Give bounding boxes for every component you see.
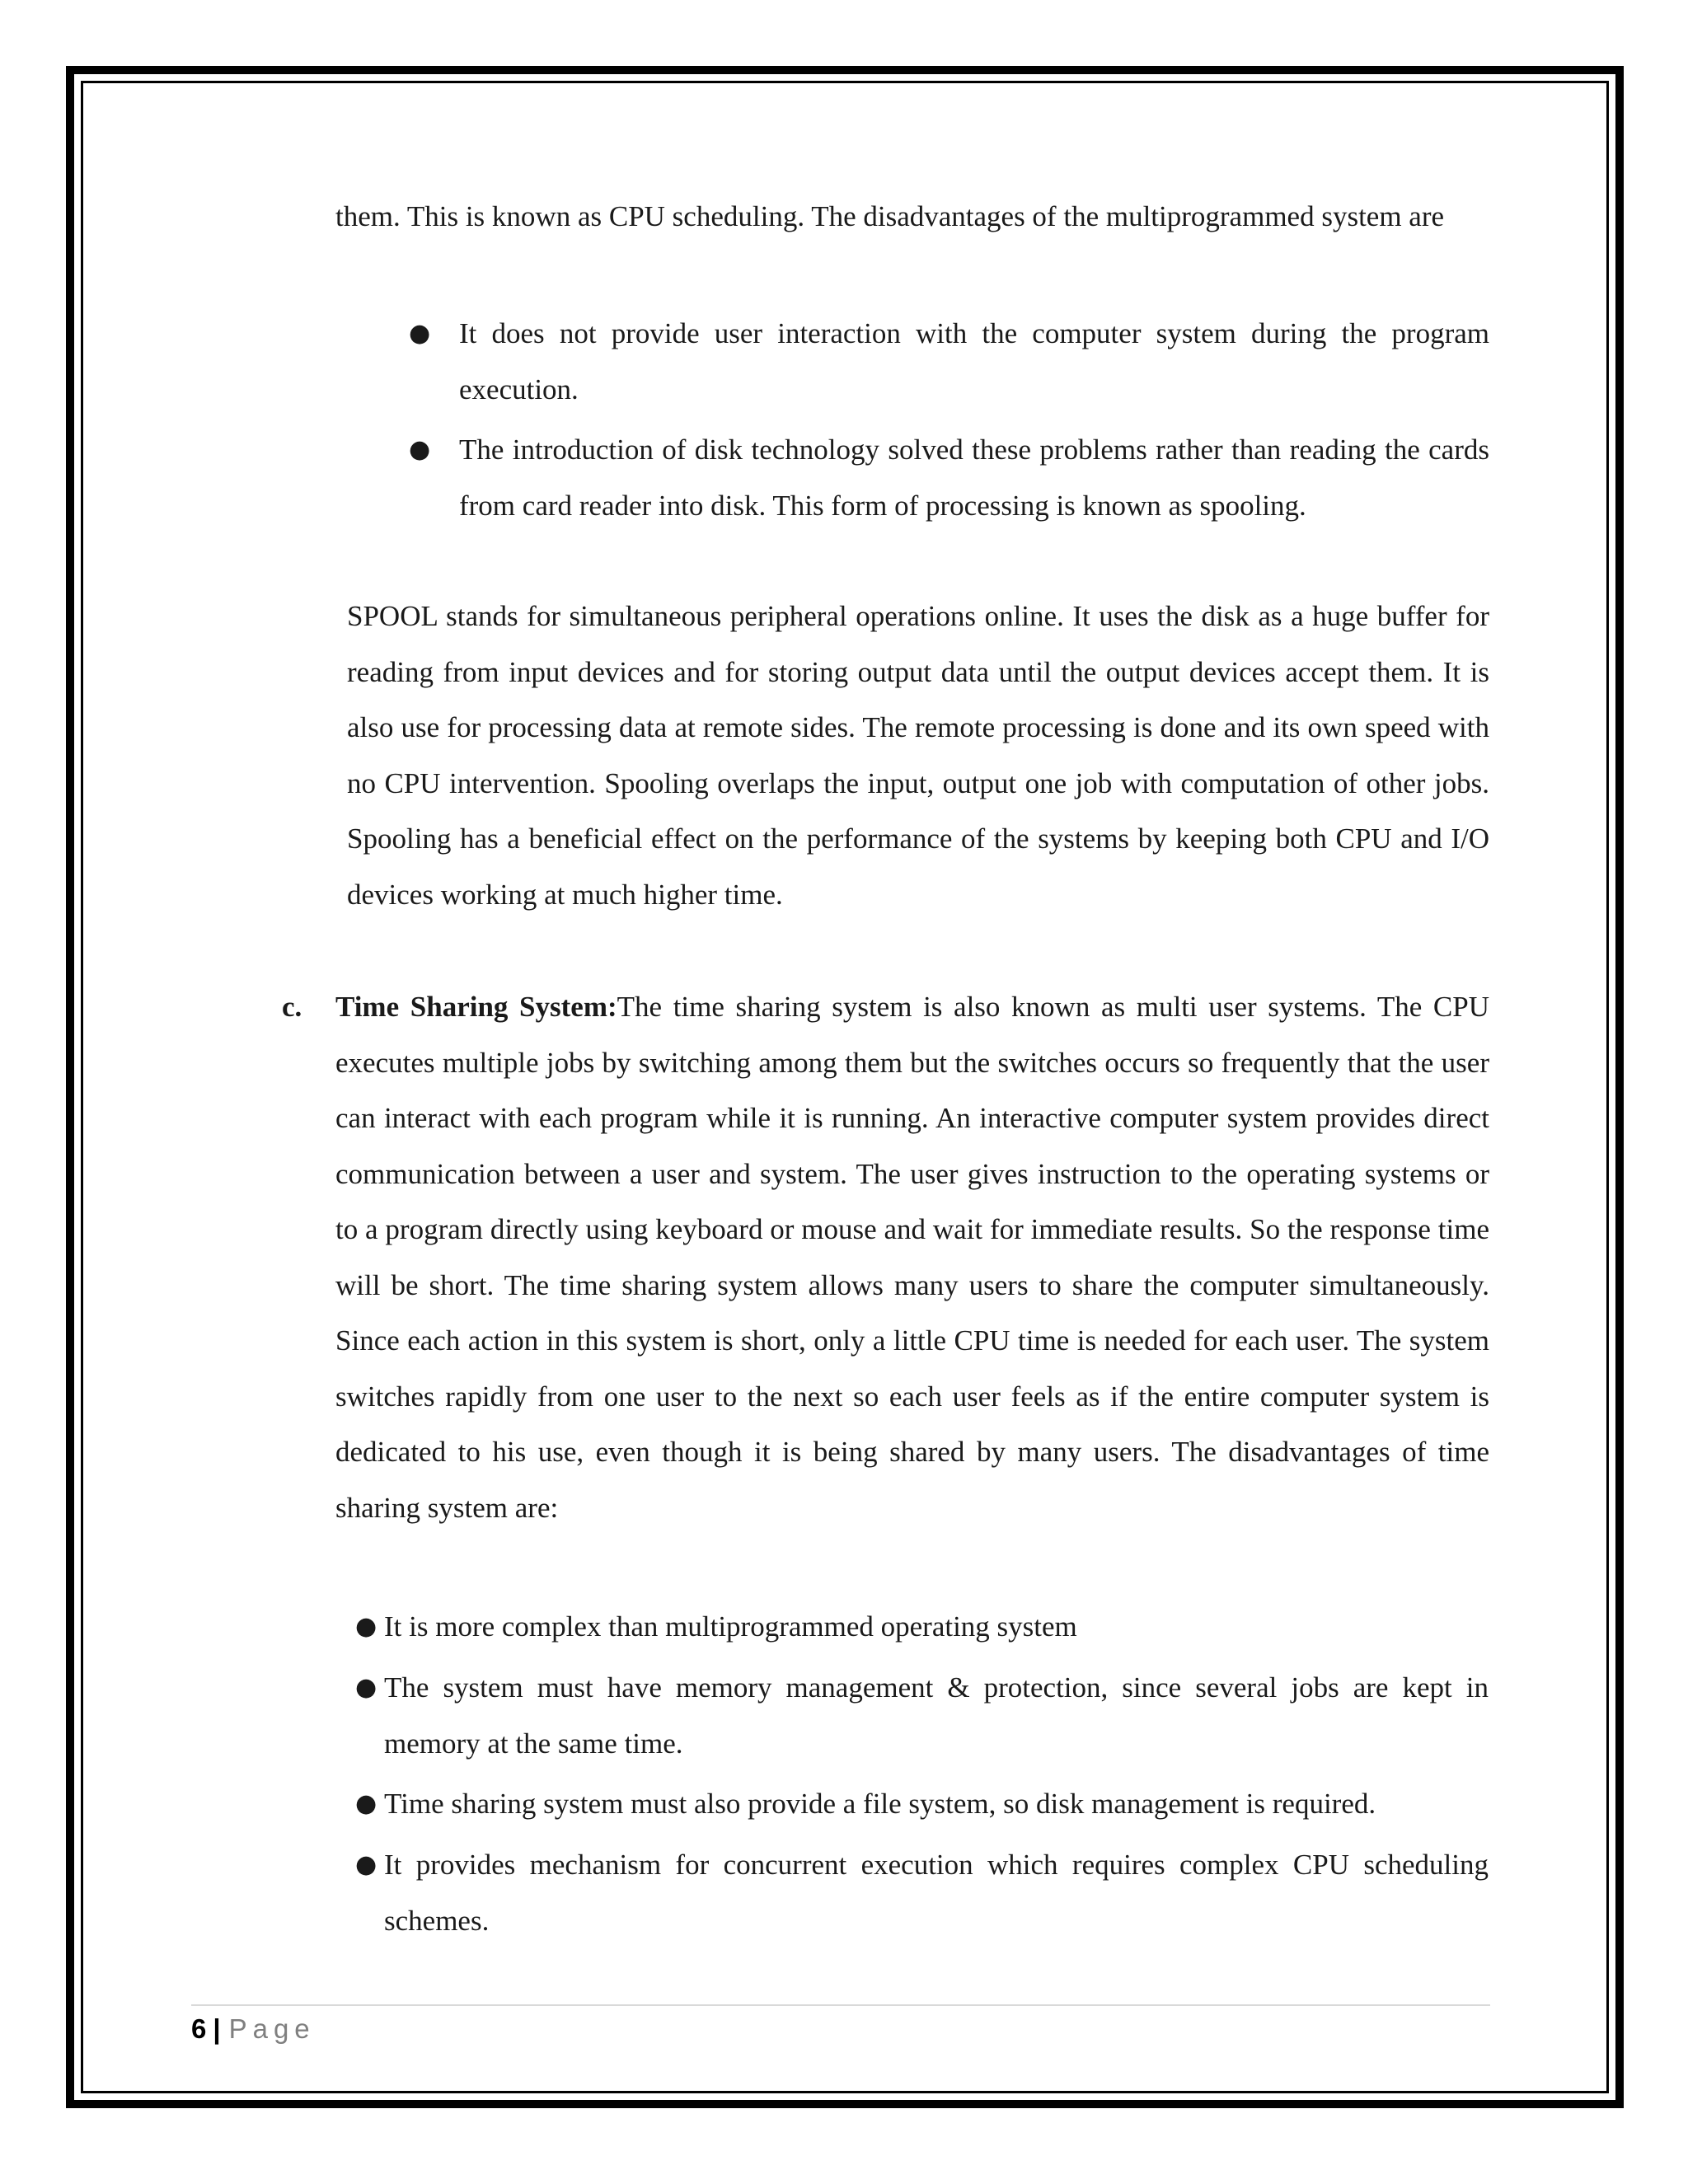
list-item: The system must have memory management & protection, since several jobs are kept in memory at the same time. — [384, 1671, 1489, 1760]
footer-divider — [191, 2004, 1490, 2006]
bullet-icon: ● — [355, 1789, 377, 1818]
bullet-icon: ● — [355, 1673, 377, 1702]
list-item: It provides mechanism for concurrent execution which requires complex CPU scheduling schemes. — [384, 1849, 1489, 1937]
footer-separator: | — [213, 2013, 221, 2044]
bullet-icon: ● — [409, 319, 431, 348]
bullet-icon: ● — [355, 1850, 377, 1879]
intro-paragraph: them. This is known as CPU scheduling. The disadvantages of the multiprogrammed system are — [335, 200, 1445, 232]
section-marker: c. — [282, 991, 302, 1023]
list-item: The introduction of disk technology solved these problems rather than reading the cards from card reader into disk. This form of processing is known as spooling. — [459, 434, 1489, 522]
list-item: It does not provide user interaction with the computer system during the program execution. — [459, 317, 1489, 405]
time-sharing-paragraph — [335, 979, 1489, 1535]
page-label: Page — [228, 2013, 316, 2044]
bullet-icon: ● — [409, 435, 431, 464]
time-sharing-text: The time sharing system is also known as multi user systems. The CPU executes multiple jobs by switching among them but the switches occurs so frequently that the user can interact with each program while it is running. An interactive computer system provides direct communication between a user and system. The user gives instruction to the operating systems or to a program directly using keyboard or mouse and wait for immediate results. So the response time will be short. The time sharing system allows many users to share the computer simultaneously. Since each action in this system is short, only a little CPU time is needed for each user. The system switches rapidly from one user to the next so each user feels as if the entire computer system is dedicated to his use, even though it is being shared by many users. The disadvantages of time sharing system are: — [335, 991, 1489, 1524]
section-heading: Time Sharing System: — [335, 991, 617, 1023]
list-item: Time sharing system must also provide a file system, so disk management is required. — [384, 1788, 1376, 1820]
page-number: 6 — [191, 2013, 207, 2044]
list-item: It is more complex than multiprogrammed operating system — [384, 1610, 1077, 1643]
spool-paragraph: SPOOL stands for simultaneous peripheral operations online. It uses the disk as a huge buffer for reading from input devices and for storing output data until the output devices accept them. It is also use for processing data at remote sides. The remote processing is done and its own speed with no CPU intervention. Spooling overlaps the input, output one job with computation of other jobs. Spooling has a beneficial effect on the performance of the systems by keeping both CPU and I/O devices working at much higher time. — [347, 600, 1489, 911]
page-footer — [191, 2009, 316, 2049]
bullet-icon: ● — [355, 1612, 377, 1641]
